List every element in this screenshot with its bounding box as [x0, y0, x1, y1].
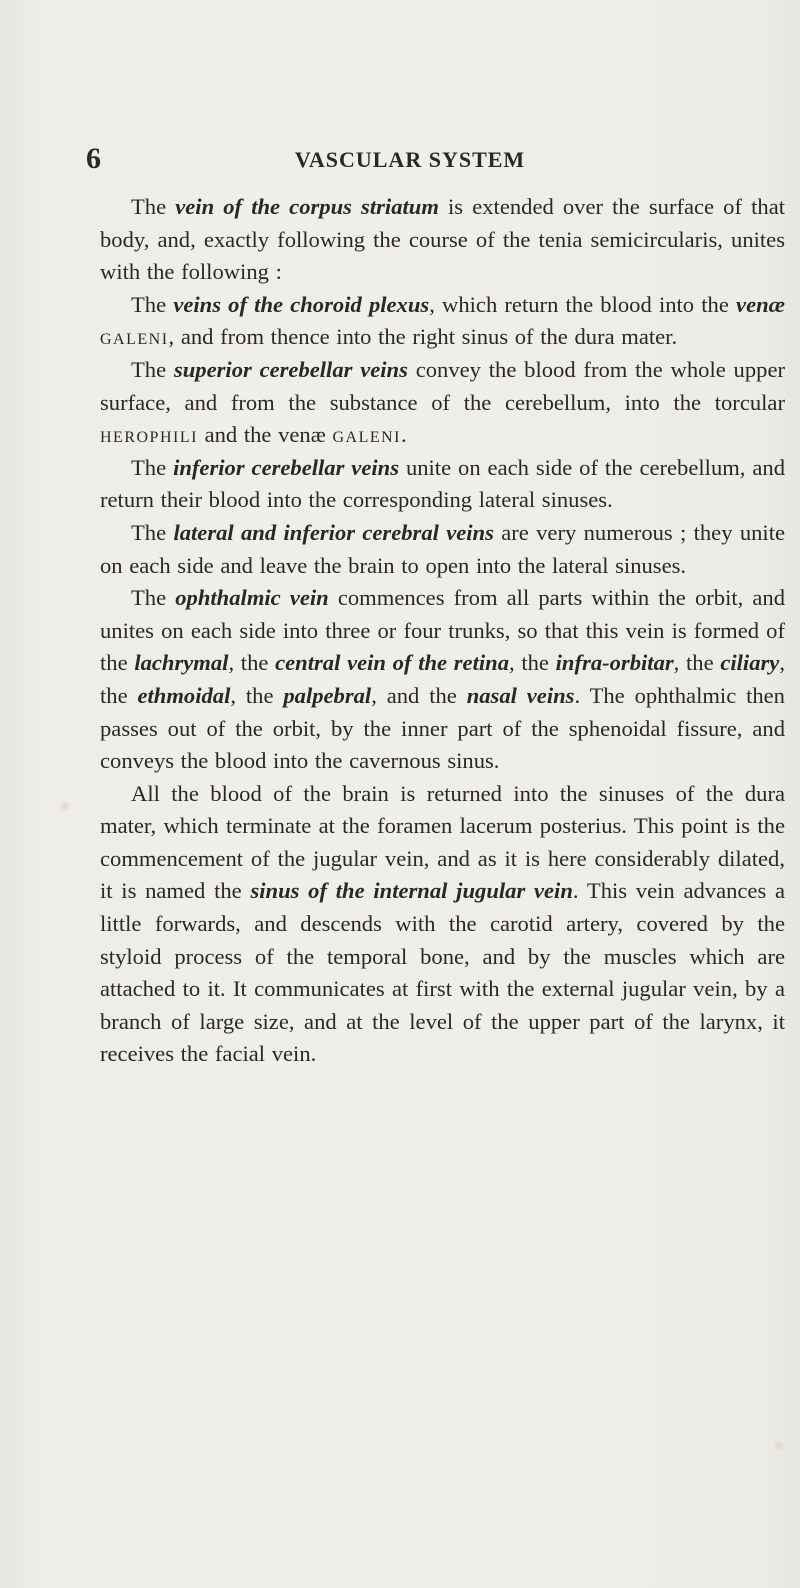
text-run: are very numerous ; they unite on each side and leave the brain to open into the lateral sinuses. — [100, 519, 786, 578]
text-run: The — [131, 194, 176, 219]
italic-term: central vein of the retina — [275, 650, 509, 676]
text-run: is extended over the surface of that body, and, exactly following the course of the tenia semicircularis, unites with the following : — [100, 194, 785, 285]
paragraph — [100, 452, 785, 517]
text-run: , and from thence into the right sinus of the dura mater. — [168, 324, 678, 350]
small-caps-name: herophili — [100, 422, 198, 448]
text-run: . — [401, 422, 407, 448]
running-head — [0, 141, 800, 181]
text-run: , the — [228, 650, 276, 676]
paragraph — [100, 778, 785, 1071]
paragraph — [100, 191, 785, 289]
text-run: , the — [509, 650, 556, 676]
italic-term: veins of the choroid plexus — [173, 291, 430, 317]
italic-term: sinus of the internal jugular vein — [250, 878, 573, 904]
text-run: convey the blood from the whole upper surface, and from the substance of the cerebellum, into the torcular — [100, 356, 786, 415]
text-run: unite on each side of the cerebellum, and return their blood into the corresponding lateral sinuses. — [100, 454, 786, 513]
text-run: , and the — [371, 682, 467, 708]
text-run: All the blood of the brain is returned into the sinuses of the dura mater, which terminate at the foramen lacerum posterius. This point is the commencement of the jugular vein, and as it is here considerably dilated, it is named the — [100, 780, 785, 904]
text-run: and the venæ — [197, 422, 333, 448]
text-run: commences from all parts within the orbit, and unites on each side into three or four trunks, so that this vein is formed of the — [100, 585, 786, 676]
body-text — [100, 191, 785, 1071]
text-run: The — [131, 585, 176, 611]
italic-term: vein of the corpus striatum — [175, 194, 439, 219]
paragraph — [100, 354, 785, 452]
italic-term: infra-orbitar — [555, 650, 674, 676]
paragraph — [100, 582, 785, 778]
italic-term: ciliary — [720, 650, 780, 676]
text-run: The — [131, 519, 174, 545]
paper-blemish — [772, 1440, 786, 1452]
paragraph — [100, 289, 785, 354]
small-caps-name: galeni — [100, 324, 169, 350]
text-run: . This vein advances a little forwards, and descends with the carotid artery, covered by the styloid process of the temporal bone, and by the muscles which are attached to it. It communicates at first with the external jugular vein, by a branch of large size, and at the level of the upper part of the larynx, it receives the facial vein. — [100, 878, 786, 1067]
running-title: VASCULAR SYSTEM — [294, 147, 526, 172]
italic-term: ophthalmic vein — [175, 585, 329, 611]
italic-term: nasal veins — [466, 682, 575, 708]
text-run: The — [131, 454, 174, 480]
text-run: The — [131, 356, 174, 382]
page-number: 6 — [86, 142, 101, 175]
text-run: , which return the blood into the — [429, 291, 737, 317]
text-run: The — [131, 291, 174, 317]
italic-term: lachrymal — [134, 650, 229, 676]
italic-term: venæ — [736, 291, 785, 317]
italic-term: ethmoidal — [137, 682, 231, 708]
italic-term: superior cerebellar veins — [173, 356, 408, 382]
text-run: . The ophthalmic then passes out of the orbit, by the inner part of the sphenoidal fissure, and conveys the blood into the cavernous sinus. — [100, 682, 785, 774]
italic-term: inferior cerebellar veins — [173, 454, 400, 480]
text-run: , the — [673, 650, 721, 676]
italic-term: palpebral — [283, 682, 372, 708]
text-run: , the — [230, 682, 284, 708]
italic-term: lateral and inferior cerebral veins — [173, 519, 494, 545]
paragraph — [100, 517, 785, 582]
text-run: , the — [100, 650, 785, 708]
paper-blemish — [58, 800, 72, 812]
small-caps-name: galeni — [332, 422, 401, 448]
